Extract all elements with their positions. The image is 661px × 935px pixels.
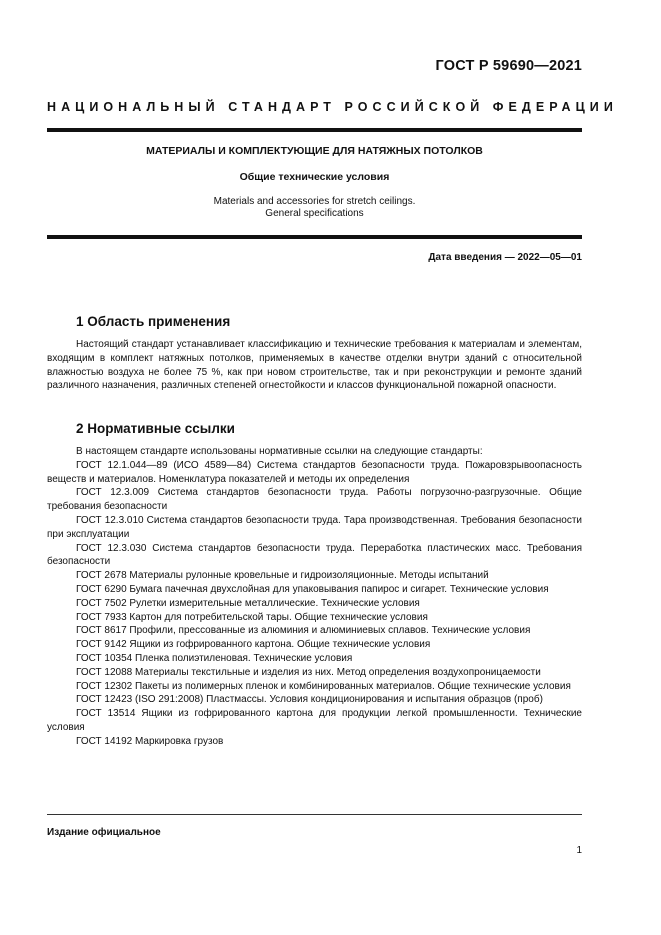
- reference-item: ГОСТ 12.1.044—89 (ИСО 4589—84) Система стандартов безопасности труда. Пожаровзрывоопасность веществ и материалов. Номенклатура показателей и методы их определения: [47, 459, 582, 485]
- reference-item: ГОСТ 12423 (ISO 291:2008) Пластмассы. Условия кондиционирования и испытания образцов (проб): [76, 694, 543, 706]
- reference-item: ГОСТ 7502 Рулетки измерительные металлические. Технические условия: [76, 597, 420, 609]
- reference-item: ГОСТ 8617 Профили, прессованные из алюминия и алюминиевых сплавов. Технические условия: [76, 625, 531, 637]
- reference-item: ГОСТ 12.3.010 Система стандартов безопасности труда. Тара производственная. Требования безопасности при эксплуатации: [47, 514, 582, 540]
- reference-item: ГОСТ 12.3.030 Система стандартов безопасности труда. Переработка пластических масс. Требования безопасности: [47, 542, 582, 568]
- reference-item: ГОСТ 12088 Материалы текстильные и изделия из них. Метод определения воздухопроницаемости: [76, 666, 541, 678]
- reference-item: ГОСТ 7933 Картон для потребительской тары. Общие технические условия: [76, 611, 428, 623]
- english-title-line-2: General specifications: [265, 208, 364, 219]
- footer-divider: [47, 814, 582, 815]
- section-heading-references: 2 Нормативные ссылки: [76, 421, 235, 436]
- reference-item: ГОСТ 6290 Бумага пачечная двухслойная для упаковывания папирос и сигарет. Технические условия: [76, 583, 549, 595]
- page-number: 1: [576, 845, 582, 856]
- section-references-body: [47, 445, 582, 749]
- document-title: МАТЕРИАЛЫ И КОМПЛЕКТУЮЩИЕ ДЛЯ НАТЯЖНЫХ ПОТОЛКОВ: [146, 145, 483, 157]
- reference-item: ГОСТ 10354 Пленка полиэтиленовая. Технические условия: [76, 652, 353, 664]
- english-title-line-1: Materials and accessories for stretch ceilings.: [213, 196, 416, 207]
- section-heading-scope: 1 Область применения: [76, 314, 231, 329]
- document-subtitle: Общие технические условия: [239, 171, 390, 183]
- reference-item: ГОСТ 2678 Материалы рулонные кровельные и гидроизоляционные. Методы испытаний: [76, 570, 489, 582]
- document-number: ГОСТ Р 59690—2021: [435, 58, 582, 74]
- reference-item: ГОСТ 14192 Маркировка грузов: [76, 735, 224, 747]
- title-bottom-divider: [47, 235, 582, 239]
- national-standard-heading: НАЦИОНАЛЬНЫЙ СТАНДАРТ РОССИЙСКОЙ ФЕДЕРАЦИИ: [47, 100, 618, 114]
- official-edition-label: Издание официальное: [47, 827, 161, 838]
- reference-item: ГОСТ 13514 Ящики из гофрированного картона для продукции легкой промышленности. Технические условия: [47, 708, 582, 733]
- paragraph: В настоящем стандарте использованы нормативные ссылки на следующие стандарты:: [76, 446, 483, 457]
- paragraph: Настоящий стандарт устанавливает классификацию и технические требования к материалам и элементам, входящим в комплект натяжных потолков, применяемых в качестве отделки внутри зданий с относительной влажностью воздуха не более 75 %, как при новом строительстве, так и при реконструкции и ремонте зданий различного назначения, различных степеней огнестойкости и классов функциональной пожарной опасности.: [47, 339, 582, 392]
- introduction-date: Дата введения — 2022—05—01: [428, 252, 582, 263]
- english-title: [47, 196, 582, 220]
- section-scope-body: [47, 338, 582, 393]
- reference-item: ГОСТ 12302 Пакеты из полимерных пленок и комбинированных материалов. Общие технические условия: [76, 680, 571, 692]
- top-divider: [47, 128, 582, 132]
- reference-item: ГОСТ 12.3.009 Система стандартов безопасности труда. Работы погрузочно-разгрузочные. Общие требования безопасности: [47, 487, 582, 513]
- reference-item: ГОСТ 9142 Ящики из гофрированного картона. Общие технические условия: [76, 639, 431, 651]
